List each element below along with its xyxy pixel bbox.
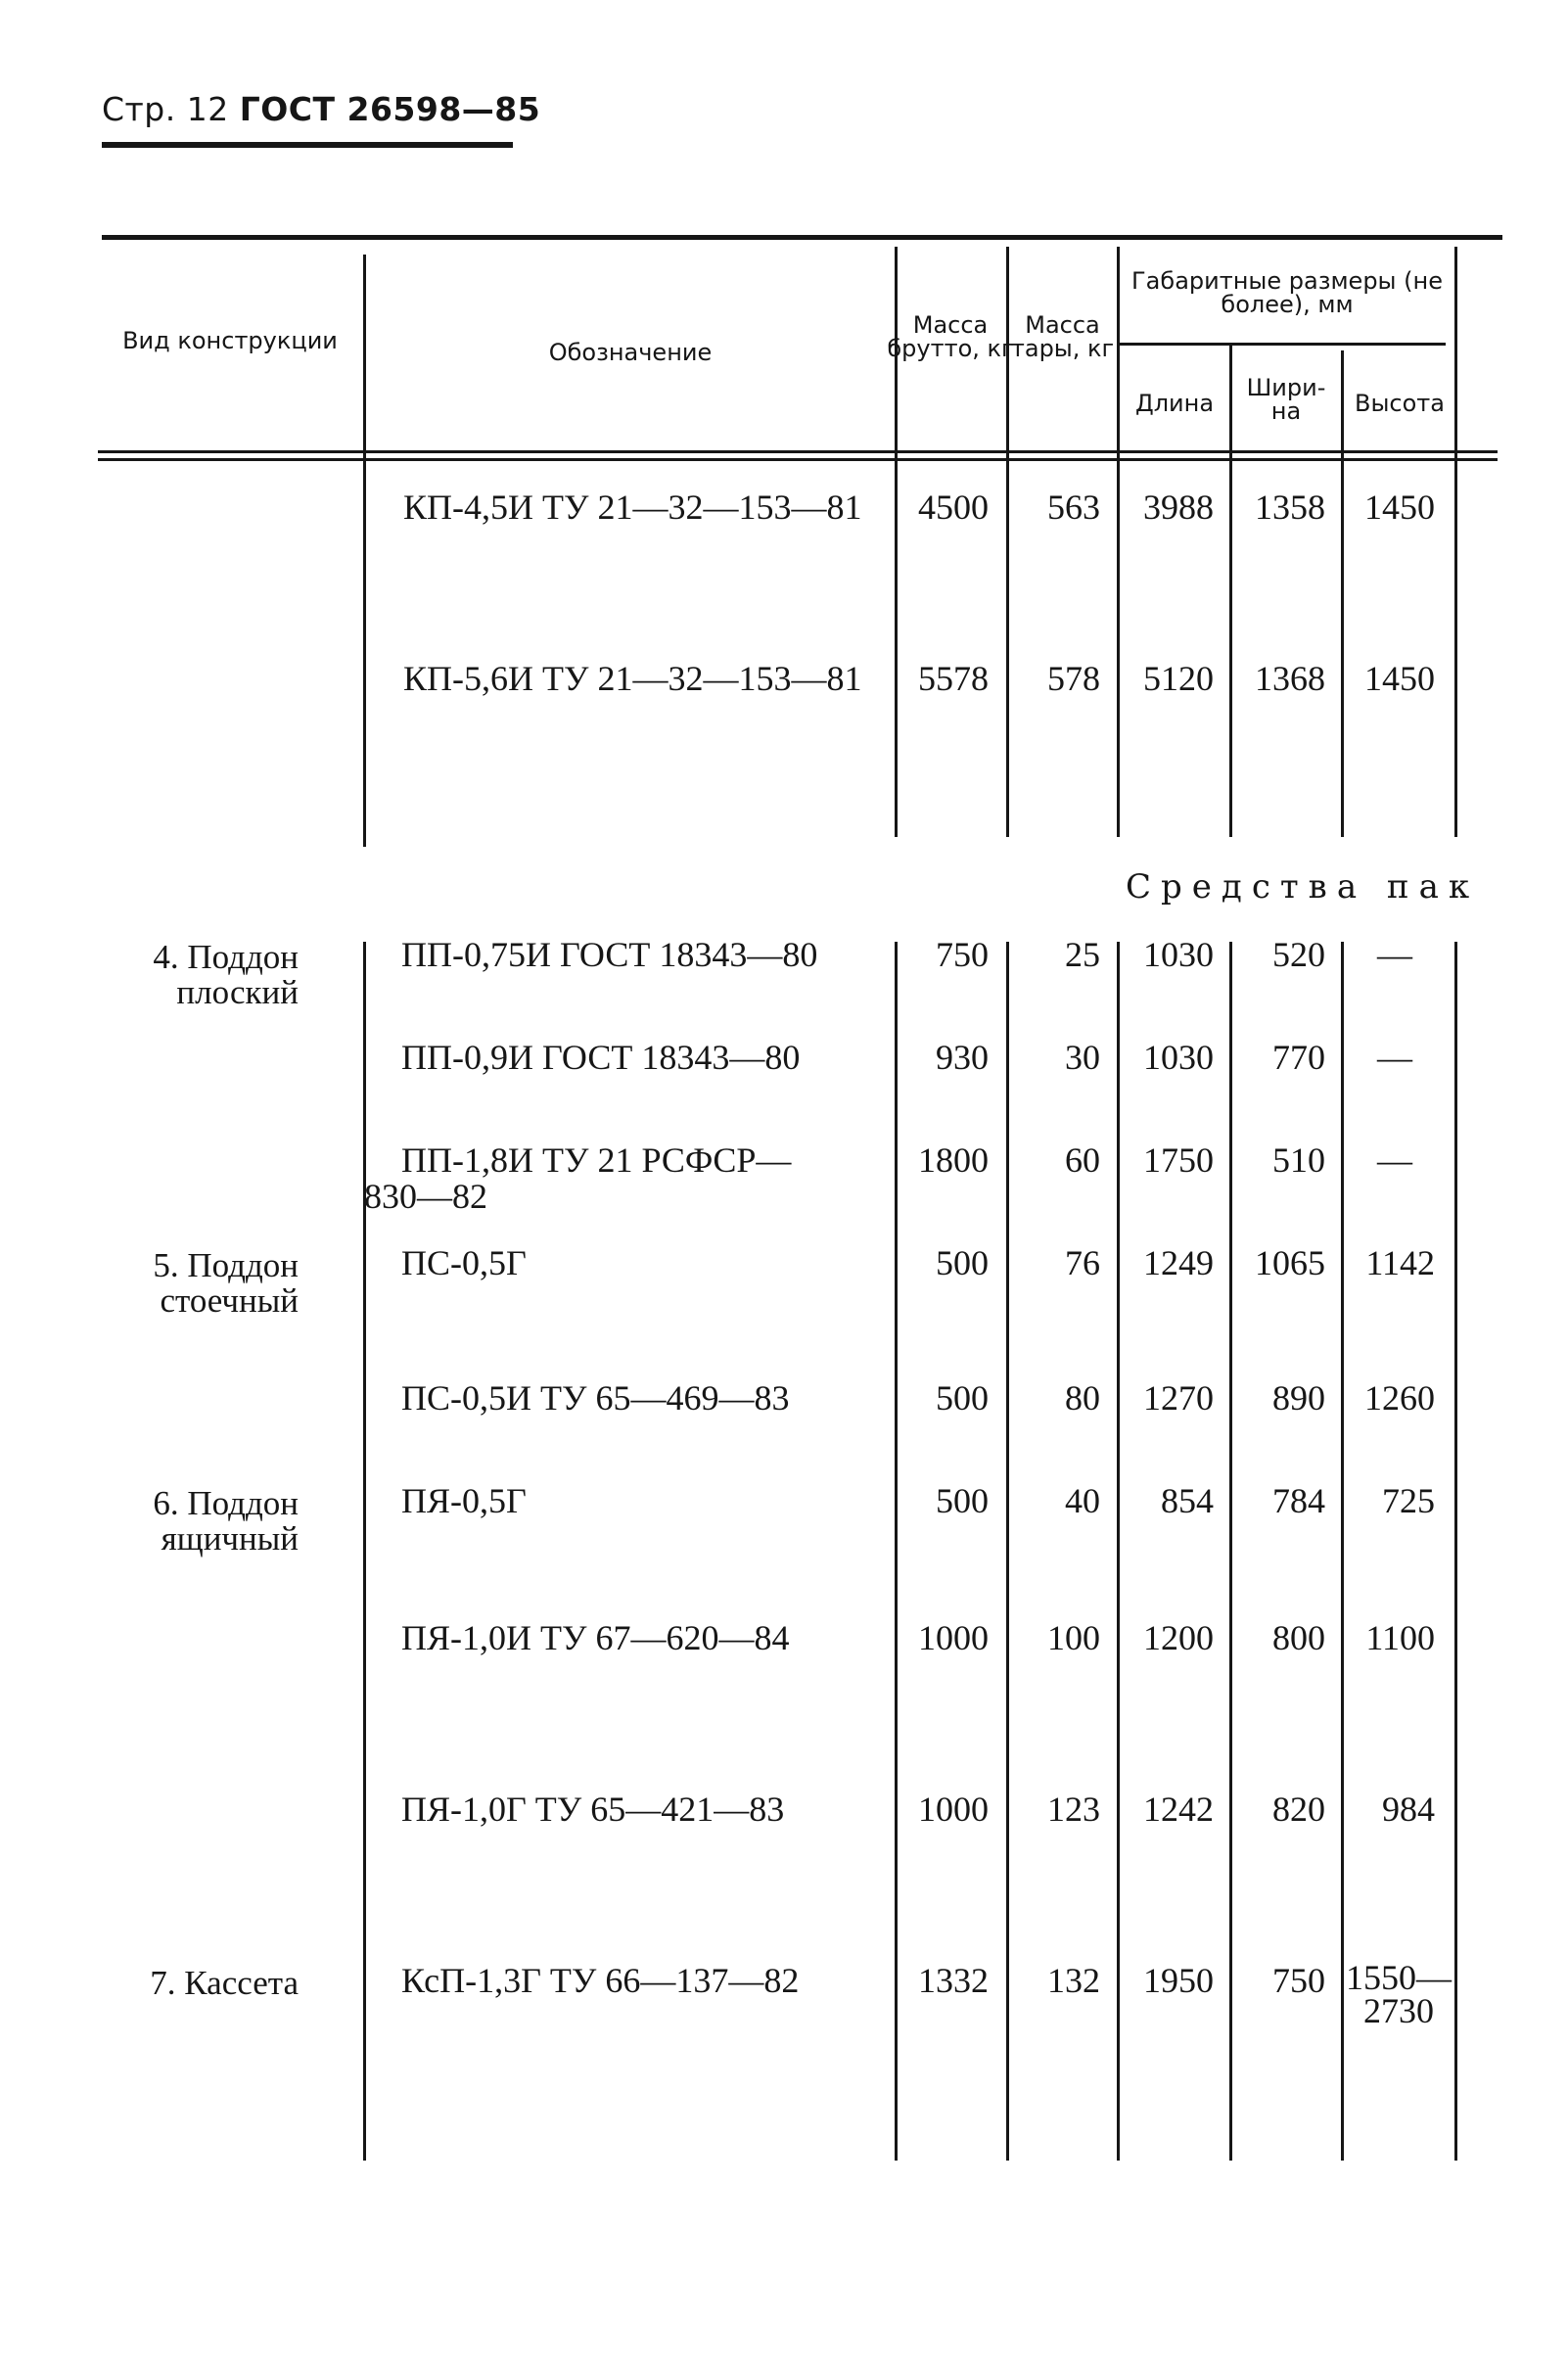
table-header-rule-2 [98, 458, 1498, 461]
gross-cell: 500 [936, 1378, 989, 1418]
header-dims: Габаритные размеры (не более), мм [1131, 267, 1443, 318]
header-width: Шири- на [1246, 374, 1326, 425]
height-cell: 1260 [1364, 1378, 1435, 1418]
kind-cell: 7. Кассета [150, 1964, 299, 2002]
dims-group-rule [1119, 343, 1446, 346]
tare-cell: 132 [1047, 1961, 1100, 2000]
col-rule-width-lower [1341, 942, 1344, 2161]
gross-cell: 5578 [918, 659, 989, 698]
header-length: Длина [1134, 390, 1215, 417]
header-height: Высота [1355, 390, 1445, 417]
designation-cell: ПЯ-1,0Г ТУ 65—421—83 [401, 1790, 785, 1829]
height-cell: 1450 [1364, 659, 1435, 698]
height-cell: — [1377, 1140, 1412, 1180]
length-cell: 854 [1161, 1481, 1214, 1520]
length-cell: 1030 [1143, 1038, 1214, 1077]
width-cell: 1358 [1255, 488, 1325, 527]
width-cell: 520 [1272, 935, 1325, 974]
width-cell: 1065 [1255, 1243, 1325, 1282]
table-header-rule-1 [98, 450, 1498, 453]
width-cell: 890 [1272, 1378, 1325, 1418]
designation-cell: ПП-0,9И ГОСТ 18343—80 [401, 1038, 801, 1077]
width-cell: 770 [1272, 1038, 1325, 1077]
gross-cell: 930 [936, 1038, 989, 1077]
length-cell: 5120 [1143, 659, 1214, 698]
tare-cell: 40 [1065, 1481, 1100, 1520]
gross-cell: 1800 [918, 1140, 989, 1180]
designation-cell: ПЯ-0,5Г [401, 1481, 527, 1520]
page-header [102, 90, 540, 128]
section-title: Средства пак [1126, 867, 1480, 907]
designation-cell: ПП-0,75И ГОСТ 18343—80 [401, 935, 818, 974]
header-gross: Масса брутто, кг [887, 311, 1014, 362]
gross-cell: 1000 [918, 1790, 989, 1829]
header-designation: Обозначение [548, 339, 713, 366]
height-cell: 725 [1382, 1481, 1435, 1520]
designation-cell: ПЯ-1,0И ТУ 67—620—84 [401, 1618, 790, 1657]
width-cell: 800 [1272, 1618, 1325, 1657]
tare-cell: 30 [1065, 1038, 1100, 1077]
header-underline [102, 142, 513, 148]
designation-cell: КсП-1,3Г ТУ 66—137—82 [401, 1961, 800, 2000]
kind-cell: 5. Поддон стоечный [153, 1246, 299, 1320]
designation-cell: КП-5,6И ТУ 21—32—153—81 [403, 659, 862, 698]
width-cell: 1368 [1255, 659, 1325, 698]
header-tare: Масса тары, кг [1010, 311, 1115, 362]
tare-cell: 60 [1065, 1140, 1100, 1180]
height-cell: — [1377, 935, 1412, 974]
tare-cell: 563 [1047, 488, 1100, 527]
length-cell: 3988 [1143, 488, 1214, 527]
length-cell: 1270 [1143, 1378, 1214, 1418]
height-cell: — [1377, 1038, 1412, 1077]
header-kind: Вид конструкции [122, 327, 338, 354]
width-cell: 784 [1272, 1481, 1325, 1520]
height-cell: 1100 [1365, 1618, 1435, 1657]
gross-cell: 1000 [918, 1618, 989, 1657]
gross-cell: 4500 [918, 488, 989, 527]
designation-cell: ПС-0,5И ТУ 65—469—83 [401, 1378, 790, 1418]
designation-cell: ПС-0,5Г [401, 1243, 527, 1282]
gross-cell: 1332 [918, 1961, 989, 2000]
standard-designation: ГОСТ 26598—85 [239, 90, 541, 128]
height-cell: 1142 [1365, 1243, 1435, 1282]
length-cell: 1030 [1143, 935, 1214, 974]
col-rule-height-lower [1454, 942, 1457, 2161]
tare-cell: 578 [1047, 659, 1100, 698]
length-cell: 1200 [1143, 1618, 1214, 1657]
height-cell: 1550— 2730 [1346, 1958, 1452, 2030]
length-cell: 1242 [1143, 1790, 1214, 1829]
length-cell: 1750 [1143, 1140, 1214, 1180]
page-number: Стр. 12 [102, 90, 229, 128]
length-cell: 1950 [1143, 1961, 1214, 2000]
length-cell: 1249 [1143, 1243, 1214, 1282]
gross-cell: 500 [936, 1243, 989, 1282]
kind-cell: 6. Поддон ящичный [153, 1484, 299, 1558]
width-cell: 510 [1272, 1140, 1325, 1180]
tare-cell: 123 [1047, 1790, 1100, 1829]
col-rule-kind-lower [363, 942, 366, 2161]
designation-cell: КП-4,5И ТУ 21—32—153—81 [403, 488, 862, 527]
table-top-rule [102, 235, 1502, 240]
tare-cell: 25 [1065, 935, 1100, 974]
width-cell: 820 [1272, 1790, 1325, 1829]
tare-cell: 80 [1065, 1378, 1100, 1418]
height-cell: 1450 [1364, 488, 1435, 527]
tare-cell: 100 [1047, 1618, 1100, 1657]
col-rule-tare [1117, 247, 1120, 837]
gross-cell: 750 [936, 935, 989, 974]
gross-cell: 500 [936, 1481, 989, 1520]
width-cell: 750 [1272, 1961, 1325, 2000]
height-cell: 984 [1382, 1790, 1435, 1829]
designation-cell-continued: 830—82 [364, 1177, 487, 1216]
kind-cell: 4. Поддон плоский [153, 938, 299, 1011]
col-rule-width [1341, 350, 1344, 837]
col-rule-height [1454, 247, 1457, 837]
designation-cell: ПП-1,8И ТУ 21 РСФСР— [401, 1140, 792, 1180]
tare-cell: 76 [1065, 1243, 1100, 1282]
